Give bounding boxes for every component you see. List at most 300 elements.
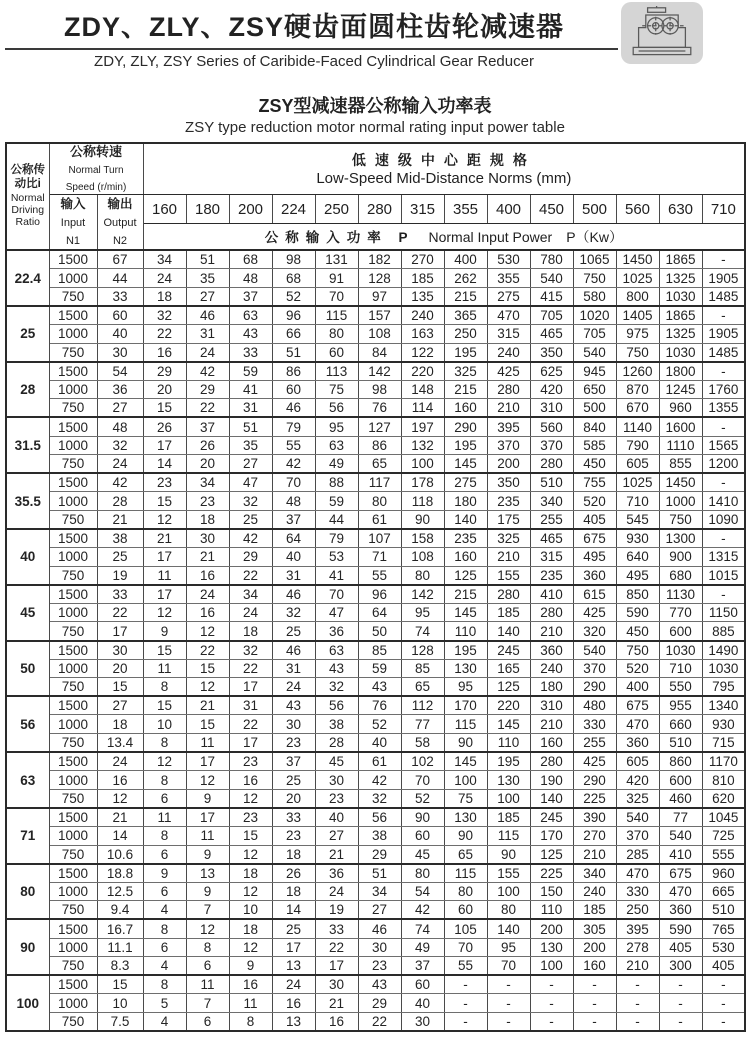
power-value-cell: 130 <box>444 808 487 827</box>
output-speed-cell: 67 <box>97 250 143 269</box>
power-value-cell: 425 <box>573 752 616 771</box>
power-value-cell: 16 <box>229 771 272 790</box>
input-speed-cell: 750 <box>49 1012 97 1031</box>
power-value-cell: 70 <box>444 938 487 957</box>
power-value-cell: 1410 <box>702 492 745 511</box>
power-value-cell: 96 <box>272 306 315 325</box>
page-header <box>0 0 750 70</box>
power-value-cell: 18 <box>229 919 272 938</box>
power-value-cell: 77 <box>401 715 444 734</box>
power-value-cell: 15 <box>143 492 186 511</box>
power-value-cell: 365 <box>444 306 487 325</box>
table-row <box>6 975 745 994</box>
power-value-cell: 17 <box>229 734 272 753</box>
power-value-cell: 1245 <box>659 380 702 399</box>
power-value-cell: 34 <box>143 250 186 269</box>
power-value-cell: 42 <box>272 455 315 474</box>
power-value-cell: 410 <box>530 585 573 604</box>
output-speed-cell: 24 <box>97 455 143 474</box>
power-value-cell: 10 <box>229 901 272 920</box>
power-value-cell: 12 <box>186 919 229 938</box>
power-value-cell: 26 <box>143 417 186 436</box>
power-value-cell: 395 <box>616 919 659 938</box>
power-value-cell: 1025 <box>616 473 659 492</box>
output-speed-cell: 17 <box>97 622 143 641</box>
power-value-cell: 178 <box>401 473 444 492</box>
output-speed-cell: 9.4 <box>97 901 143 920</box>
output-speed-cell: 30 <box>97 343 143 362</box>
power-value-cell: 32 <box>272 603 315 622</box>
power-value-cell: - <box>487 994 530 1013</box>
power-value-cell: 330 <box>616 882 659 901</box>
output-speed-cell: 38 <box>97 529 143 548</box>
power-value-cell: 102 <box>401 752 444 771</box>
table-row <box>6 994 745 1013</box>
power-value-cell: 465 <box>530 529 573 548</box>
power-value-cell: 140 <box>487 622 530 641</box>
power-value-cell: 340 <box>573 864 616 883</box>
input-speed-cell: 1500 <box>49 752 97 771</box>
input-speed-cell: 1500 <box>49 975 97 994</box>
power-value-cell: 25 <box>272 622 315 641</box>
ratio-cell: 31.5 <box>6 417 49 473</box>
table-row <box>6 417 745 436</box>
col-header-speed: 公称转速 Normal Turn Speed (r/min) <box>49 143 143 195</box>
power-value-cell: 6 <box>143 789 186 808</box>
power-value-cell: 24 <box>315 882 358 901</box>
power-value-cell: 21 <box>315 845 358 864</box>
output-speed-cell: 21 <box>97 510 143 529</box>
power-value-cell: 370 <box>487 436 530 455</box>
power-value-cell: 195 <box>444 436 487 455</box>
ratio-cell: 80 <box>6 864 49 920</box>
power-value-cell: 185 <box>487 808 530 827</box>
power-value-cell: 1030 <box>702 659 745 678</box>
table-row <box>6 864 745 883</box>
power-value-cell: 900 <box>659 548 702 567</box>
power-value-cell: - <box>444 1012 487 1031</box>
power-value-cell: 90 <box>401 510 444 529</box>
power-rating-table <box>5 142 746 1032</box>
power-value-cell: 38 <box>315 715 358 734</box>
power-value-cell: 280 <box>530 752 573 771</box>
power-value-cell: 70 <box>487 957 530 976</box>
table-row <box>6 771 745 790</box>
power-value-cell: 32 <box>229 492 272 511</box>
power-value-cell: 680 <box>659 566 702 585</box>
ratio-cell: 63 <box>6 752 49 808</box>
power-value-cell: - <box>659 1012 702 1031</box>
power-value-cell: 405 <box>573 510 616 529</box>
power-value-cell: 85 <box>401 659 444 678</box>
power-value-cell: 37 <box>229 287 272 306</box>
power-value-cell: 360 <box>616 734 659 753</box>
power-value-cell: 1090 <box>702 510 745 529</box>
power-value-cell: 51 <box>358 864 401 883</box>
power-value-cell: 54 <box>401 882 444 901</box>
table-row <box>6 362 745 381</box>
power-value-cell: 98 <box>272 250 315 269</box>
power-value-cell: 13 <box>272 1012 315 1031</box>
power-value-cell: 275 <box>487 287 530 306</box>
power-value-cell: 15 <box>186 659 229 678</box>
power-value-cell: 63 <box>315 436 358 455</box>
power-value-cell: 1300 <box>659 529 702 548</box>
power-value-cell: 20 <box>143 380 186 399</box>
power-value-cell: 100 <box>530 957 573 976</box>
power-value-cell: 65 <box>358 455 401 474</box>
power-value-cell: 7 <box>186 901 229 920</box>
input-speed-cell: 750 <box>49 510 97 529</box>
power-value-cell: 250 <box>444 324 487 343</box>
power-value-cell: 90 <box>444 734 487 753</box>
power-value-cell: 11 <box>143 659 186 678</box>
power-value-cell: 26 <box>272 864 315 883</box>
ratio-cell: 45 <box>6 585 49 641</box>
power-value-cell: 15 <box>143 696 186 715</box>
power-value-cell: 885 <box>702 622 745 641</box>
power-value-cell: 705 <box>573 324 616 343</box>
table-row <box>6 938 745 957</box>
power-value-cell: 6 <box>143 882 186 901</box>
output-speed-cell: 18 <box>97 715 143 734</box>
input-speed-cell: 1000 <box>49 436 97 455</box>
power-value-cell: 750 <box>616 343 659 362</box>
power-value-cell: 470 <box>659 882 702 901</box>
power-value-cell: 80 <box>401 864 444 883</box>
power-value-cell: 110 <box>444 622 487 641</box>
power-value-cell: 130 <box>444 659 487 678</box>
power-value-cell: 23 <box>229 752 272 771</box>
power-value-cell: 132 <box>401 436 444 455</box>
power-value-cell: 210 <box>487 548 530 567</box>
power-value-cell: 710 <box>616 492 659 511</box>
table-row <box>6 845 745 864</box>
size-col-header: 560 <box>616 195 659 224</box>
power-value-cell: 125 <box>530 845 573 864</box>
input-speed-cell: 1000 <box>49 827 97 846</box>
power-value-cell: 8 <box>143 771 186 790</box>
power-value-cell: 14 <box>272 901 315 920</box>
power-value-cell: 24 <box>186 585 229 604</box>
power-value-cell: 128 <box>358 269 401 288</box>
power-value-cell: 108 <box>401 548 444 567</box>
gear-reducer-drawing-icon <box>621 2 703 64</box>
power-value-cell: 70 <box>315 287 358 306</box>
power-value-cell: 22 <box>143 324 186 343</box>
power-value-cell: 86 <box>358 436 401 455</box>
ratio-cell: 25 <box>6 306 49 362</box>
power-value-cell: 1905 <box>702 324 745 343</box>
power-value-cell: 80 <box>401 566 444 585</box>
power-value-cell: 1260 <box>616 362 659 381</box>
power-value-cell: 32 <box>229 641 272 660</box>
power-value-cell: 1030 <box>659 343 702 362</box>
power-value-cell: 142 <box>401 585 444 604</box>
output-speed-cell: 15 <box>97 975 143 994</box>
power-value-cell: 42 <box>186 362 229 381</box>
power-value-cell: 470 <box>616 715 659 734</box>
power-value-cell: 40 <box>315 808 358 827</box>
power-value-cell: 15 <box>186 715 229 734</box>
power-value-cell: 750 <box>573 269 616 288</box>
power-value-cell: 40 <box>358 734 401 753</box>
power-value-cell: 150 <box>530 882 573 901</box>
power-value-cell: 4 <box>143 957 186 976</box>
power-value-cell: 200 <box>573 938 616 957</box>
power-value-cell: 36 <box>315 622 358 641</box>
power-value-cell: 122 <box>401 343 444 362</box>
output-speed-cell: 14 <box>97 827 143 846</box>
power-value-cell: 1170 <box>702 752 745 771</box>
power-value-cell: 84 <box>358 343 401 362</box>
power-value-cell: 285 <box>616 845 659 864</box>
power-value-cell: 21 <box>143 529 186 548</box>
power-value-cell: 1030 <box>659 287 702 306</box>
power-value-cell: 9 <box>143 622 186 641</box>
output-speed-cell: 15 <box>97 678 143 697</box>
table-row <box>6 473 745 492</box>
power-value-cell: 46 <box>272 399 315 418</box>
input-speed-cell: 1000 <box>49 882 97 901</box>
power-value-cell: 18 <box>186 510 229 529</box>
power-value-cell: 160 <box>444 399 487 418</box>
power-value-cell: 32 <box>315 678 358 697</box>
power-value-cell: 675 <box>573 529 616 548</box>
table-row <box>6 324 745 343</box>
power-value-cell: 76 <box>358 696 401 715</box>
power-value-cell: 280 <box>530 603 573 622</box>
power-value-cell: 55 <box>358 566 401 585</box>
power-value-cell: 44 <box>315 510 358 529</box>
power-value-cell: 520 <box>573 492 616 511</box>
power-value-cell: 765 <box>702 919 745 938</box>
power-value-cell: 240 <box>530 659 573 678</box>
power-value-cell: 1450 <box>659 473 702 492</box>
table-row <box>6 510 745 529</box>
power-value-cell: 6 <box>143 845 186 864</box>
power-value-cell: 95 <box>487 938 530 957</box>
power-value-cell: 710 <box>659 659 702 678</box>
power-value-cell: 36 <box>315 864 358 883</box>
output-speed-cell: 13.4 <box>97 734 143 753</box>
power-value-cell: 75 <box>444 789 487 808</box>
power-value-cell: - <box>573 994 616 1013</box>
power-value-cell: 16 <box>186 566 229 585</box>
power-value-cell: 12 <box>186 678 229 697</box>
power-value-cell: 145 <box>444 752 487 771</box>
power-value-cell: 5 <box>143 994 186 1013</box>
power-value-cell: 9 <box>186 882 229 901</box>
power-value-cell: 955 <box>659 696 702 715</box>
input-speed-cell: 1500 <box>49 417 97 436</box>
power-value-cell: 74 <box>401 919 444 938</box>
power-value-cell: 310 <box>530 399 573 418</box>
power-value-cell: 750 <box>616 641 659 660</box>
table-row <box>6 1012 745 1031</box>
power-value-cell: 18 <box>143 287 186 306</box>
input-speed-cell: 750 <box>49 343 97 362</box>
power-value-cell: 70 <box>401 771 444 790</box>
power-value-cell: 325 <box>616 789 659 808</box>
size-col-header: 500 <box>573 195 616 224</box>
power-value-cell: 590 <box>616 603 659 622</box>
power-value-cell: 1490 <box>702 641 745 660</box>
power-value-cell: 35 <box>186 269 229 288</box>
power-value-cell: 22 <box>229 659 272 678</box>
power-value-cell: 280 <box>487 380 530 399</box>
power-value-cell: 65 <box>444 845 487 864</box>
power-value-cell: - <box>702 1012 745 1031</box>
power-value-cell: 23 <box>143 473 186 492</box>
output-speed-cell: 60 <box>97 306 143 325</box>
power-value-cell: 155 <box>487 566 530 585</box>
table-title: ZSY型减速器公称输入功率表 <box>258 96 492 116</box>
power-value-cell: 810 <box>702 771 745 790</box>
power-value-cell: 18 <box>272 882 315 901</box>
power-value-cell: 278 <box>616 938 659 957</box>
power-value-cell: 20 <box>272 789 315 808</box>
power-value-cell: 625 <box>530 362 573 381</box>
power-value-cell: 16 <box>272 994 315 1013</box>
power-value-cell: 370 <box>530 436 573 455</box>
power-value-cell: 31 <box>229 399 272 418</box>
ratio-cell: 56 <box>6 696 49 752</box>
power-value-cell: 280 <box>487 585 530 604</box>
power-value-cell: 1030 <box>659 641 702 660</box>
size-col-header: 450 <box>530 195 573 224</box>
power-value-cell: 290 <box>573 771 616 790</box>
power-value-cell: 51 <box>186 250 229 269</box>
output-speed-cell: 32 <box>97 436 143 455</box>
power-value-cell: 49 <box>315 455 358 474</box>
table-row <box>6 789 745 808</box>
power-value-cell: 33 <box>229 343 272 362</box>
power-value-cell: 300 <box>659 957 702 976</box>
power-value-cell: 12 <box>229 789 272 808</box>
table-row <box>6 250 745 269</box>
power-value-cell: 52 <box>401 789 444 808</box>
power-value-cell: 37 <box>186 417 229 436</box>
power-value-cell: 520 <box>616 659 659 678</box>
power-value-cell: 20 <box>186 455 229 474</box>
power-value-cell: 185 <box>573 901 616 920</box>
power-value-cell: 55 <box>444 957 487 976</box>
power-value-cell: 100 <box>487 789 530 808</box>
output-speed-cell: 27 <box>97 696 143 715</box>
power-value-cell: 350 <box>487 473 530 492</box>
power-value-cell: 56 <box>315 696 358 715</box>
input-speed-cell: 1500 <box>49 919 97 938</box>
power-value-cell: 850 <box>616 585 659 604</box>
power-value-cell: 160 <box>573 957 616 976</box>
power-value-cell: 1405 <box>616 306 659 325</box>
power-value-cell: 95 <box>401 603 444 622</box>
power-value-cell: 220 <box>487 696 530 715</box>
power-value-cell: 60 <box>401 827 444 846</box>
power-value-cell: 530 <box>702 938 745 957</box>
power-value-cell: 107 <box>358 529 401 548</box>
power-value-cell: 480 <box>573 696 616 715</box>
power-value-cell: 23 <box>358 957 401 976</box>
power-value-cell: 13 <box>186 864 229 883</box>
power-value-cell: 255 <box>573 734 616 753</box>
power-value-cell: 30 <box>401 1012 444 1031</box>
power-value-cell: 1325 <box>659 269 702 288</box>
ratio-cell: 90 <box>6 919 49 975</box>
table-row <box>6 641 745 660</box>
power-value-cell: 135 <box>401 287 444 306</box>
power-value-cell: 128 <box>401 641 444 660</box>
power-value-cell: 53 <box>315 548 358 567</box>
output-speed-cell: 10 <box>97 994 143 1013</box>
power-value-cell: 96 <box>358 585 401 604</box>
power-value-cell: 195 <box>444 641 487 660</box>
table-title-block <box>0 92 750 136</box>
power-value-cell: 64 <box>358 603 401 622</box>
power-value-cell: 840 <box>573 417 616 436</box>
power-value-cell: 315 <box>530 548 573 567</box>
power-value-cell: 100 <box>401 455 444 474</box>
power-value-cell: 8 <box>143 919 186 938</box>
power-value-cell: 76 <box>358 399 401 418</box>
input-speed-cell: 750 <box>49 734 97 753</box>
power-value-cell: 175 <box>487 510 530 529</box>
output-speed-cell: 12.5 <box>97 882 143 901</box>
power-value-cell: 262 <box>444 269 487 288</box>
power-value-cell: 100 <box>487 882 530 901</box>
power-value-cell: 41 <box>315 566 358 585</box>
power-value-cell: 91 <box>315 269 358 288</box>
input-speed-cell: 1500 <box>49 529 97 548</box>
power-value-cell: 31 <box>272 659 315 678</box>
output-speed-cell: 33 <box>97 287 143 306</box>
power-value-cell: 142 <box>358 362 401 381</box>
table-row <box>6 827 745 846</box>
table-row <box>6 919 745 938</box>
power-value-cell: 705 <box>530 306 573 325</box>
power-value-cell: 26 <box>186 436 229 455</box>
power-value-cell: - <box>702 585 745 604</box>
power-value-cell: 180 <box>444 492 487 511</box>
power-value-cell: 4 <box>143 1012 186 1031</box>
power-value-cell: 29 <box>358 845 401 864</box>
input-speed-cell: 1000 <box>49 269 97 288</box>
power-value-cell: 210 <box>616 957 659 976</box>
power-value-cell: 1015 <box>702 566 745 585</box>
power-value-cell: 675 <box>616 696 659 715</box>
power-value-cell: - <box>702 250 745 269</box>
size-col-header: 400 <box>487 195 530 224</box>
table-row <box>6 585 745 604</box>
power-value-cell: 12 <box>229 882 272 901</box>
power-value-cell: 450 <box>616 622 659 641</box>
output-speed-cell: 28 <box>97 492 143 511</box>
power-value-cell: 17 <box>143 585 186 604</box>
power-value-cell: 170 <box>444 696 487 715</box>
power-value-cell: 650 <box>573 380 616 399</box>
power-value-cell: 210 <box>487 399 530 418</box>
input-speed-cell: 1500 <box>49 362 97 381</box>
power-value-cell: 125 <box>487 678 530 697</box>
output-speed-cell: 21 <box>97 808 143 827</box>
power-value-cell: 495 <box>616 566 659 585</box>
table-row <box>6 715 745 734</box>
power-value-cell: 410 <box>659 845 702 864</box>
power-value-cell: 290 <box>444 417 487 436</box>
power-value-cell: 215 <box>444 287 487 306</box>
power-value-cell: 370 <box>573 659 616 678</box>
